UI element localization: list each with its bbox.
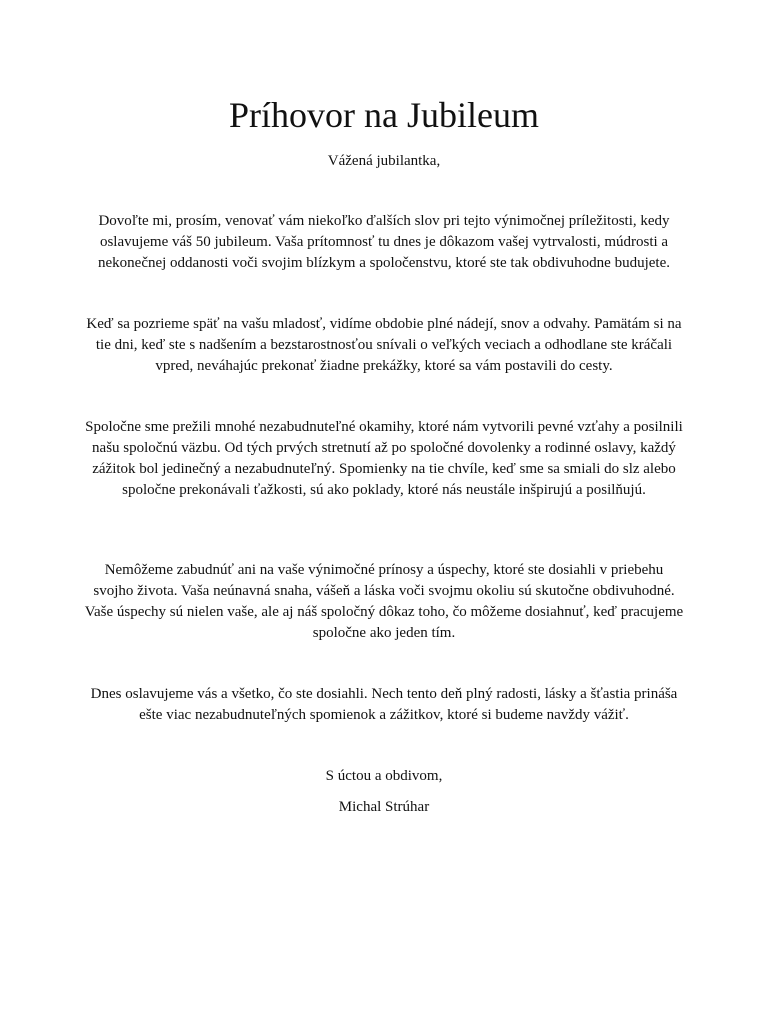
greeting: Vážená jubilantka, <box>327 153 441 169</box>
paragraph-celebration: Dnes oslavujeme vás a všetko, čo ste dosiahli. Nech tento deň plný radosti, lásky a šťastia prináša ešte viac nezabudnuteľných spomienok a zážitkov, ktoré si budeme navždy vážiť. <box>90 686 678 723</box>
document-title: Príhovor na Jubileum <box>229 95 539 135</box>
closing-line: S úctou a obdivom, <box>325 768 443 784</box>
signature-name: Michal Strúhar <box>338 799 430 815</box>
paragraph-memories: Spoločne sme prežili mnohé nezabudnuteľné okamihy, ktoré nám vytvorili pevné vzťahy a posilnili našu spoločnú väzbu. Od tých prvých stretnutí až po spoločné dovolenky a rodinné oslavy, každý zážitok bol jedinečný a nezabudnuteľný. Spomienky na tie chvíle, keď sme sa smiali do slz alebo spoločne prekonávali ťažkosti, sú ako poklady, ktoré nás neustále inšpirujú a posilňujú. <box>85 419 683 498</box>
paragraph-achievements: Nemôžeme zabudnúť ani na vaše výnimočné prínosy a úspechy, ktoré ste dosiahli v priebehu svojho života. Vaša neúnavná snaha, vášeň a láska voči svojmu okoliu sú skutočne obdivuhodné. Vaše úspechy sú nielen vaše, ale aj náš spoločný dôkaz toho, čo môžeme dosiahnuť, keď pracujeme spoločne ako jeden tím. <box>84 562 684 641</box>
paragraph-intro: Dovoľte mi, prosím, venovať vám niekoľko ďalších slov pri tejto výnimočnej príležitosti, kedy oslavujeme váš 50 jubileum. Vaša prítomnosť tu dnes je dôkazom vašej vytrvalosti, múdrosti a nekonečnej oddanosti voči svojim blízkym a spoločenstvu, ktoré ste tak obdivuhodne budujete. <box>98 213 670 271</box>
paragraph-youth: Keď sa pozrieme späť na vašu mladosť, vidíme obdobie plné nádejí, snov a odvahy. Pamätám si na tie dni, keď ste s nadšením a bezstarostnosťou snívali o veľkých veciach a odhodlane ste kráčali vpred, neváhajúc prekonať žiadne prekážky, ktoré sa vám postavili do cesty. <box>86 316 682 374</box>
